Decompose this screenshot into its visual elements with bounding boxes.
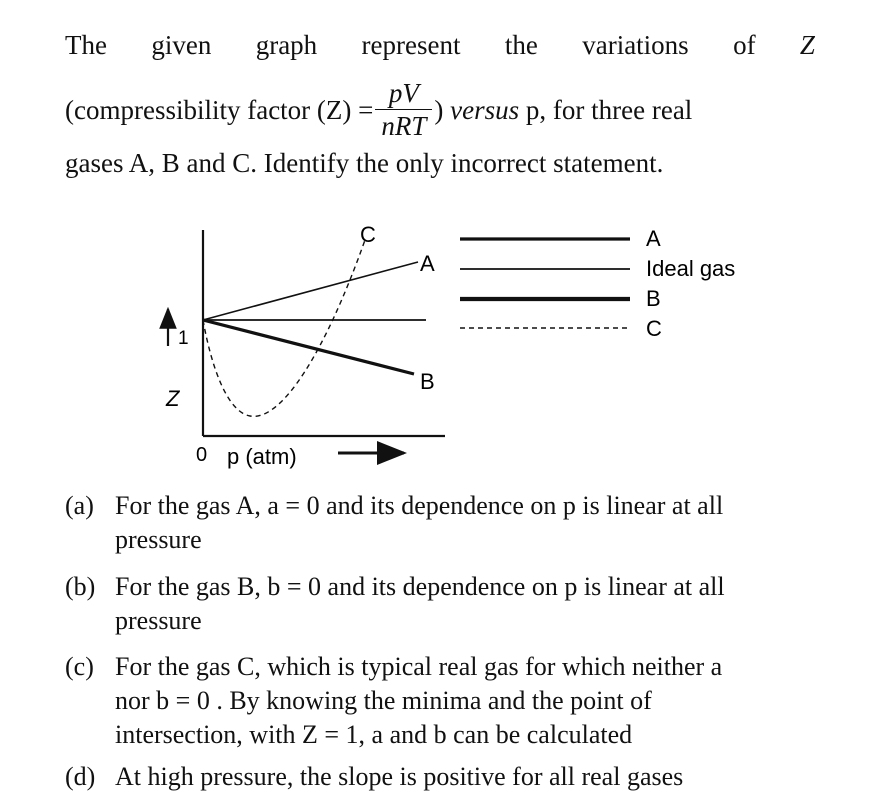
y-axis-label: Z	[166, 386, 180, 411]
option-tag: (a)	[65, 491, 94, 520]
option-line: For the gas A, a = 0 and its dependence on p is linear at all	[115, 491, 724, 520]
x-axis-label: p (atm)	[227, 444, 297, 469]
option-tag: (c)	[65, 652, 94, 681]
question-word: Z	[799, 30, 815, 60]
option-a	[65, 489, 820, 557]
question-word: of	[733, 30, 756, 60]
question-word: graph	[255, 30, 318, 60]
gas-c-curve	[203, 240, 365, 416]
close-paren: )	[434, 94, 444, 125]
legend-label-c: C	[646, 316, 662, 341]
legend-label-ideal: Ideal gas	[646, 256, 736, 281]
option-tag: (d)	[65, 762, 96, 791]
option-line: pressure	[115, 525, 202, 554]
option-line: For the gas C, which is typical real gas for which neither a	[115, 652, 723, 681]
option-line: intersection, with Z = 1, a and b can be calculated	[115, 720, 633, 749]
question-line-2-pre: (compressibility factor (Z) =	[65, 94, 374, 125]
question-word: The	[65, 30, 107, 60]
curve-label-b: B	[420, 369, 435, 394]
option-c	[65, 650, 820, 752]
legend-label-b: B	[646, 286, 661, 311]
option-line: nor b = 0 . By knowing the minima and the point of	[115, 686, 652, 715]
fraction-denominator: nRT	[375, 109, 432, 141]
question-word: given	[151, 30, 212, 60]
origin-label: 0	[196, 444, 208, 466]
curve-label-c: C	[360, 222, 376, 247]
question-word: the	[504, 30, 538, 60]
option-line: At high pressure, the slope is positive for all real gases	[115, 762, 684, 791]
legend-label-a: A	[646, 226, 661, 251]
question-line-3: gases A, B and C. Identify the only incorrect statement.	[65, 148, 664, 178]
gas-a-line	[203, 262, 418, 320]
option-line: For the gas B, b = 0 and its dependence on p is linear at all	[115, 572, 725, 601]
fraction-numerator: pV	[388, 78, 419, 108]
question-line-2-post: p, for three real	[525, 94, 693, 125]
curve-label-a: A	[420, 251, 435, 276]
versus-word: versus	[450, 94, 520, 125]
option-b	[65, 570, 820, 638]
question-word: represent	[361, 30, 461, 60]
y-tick-label: 1	[178, 328, 189, 349]
legend	[460, 226, 735, 341]
option-tag: (b)	[65, 572, 96, 601]
option-d	[65, 760, 820, 794]
question-word: variations	[582, 30, 689, 60]
option-line: pressure	[115, 606, 202, 635]
